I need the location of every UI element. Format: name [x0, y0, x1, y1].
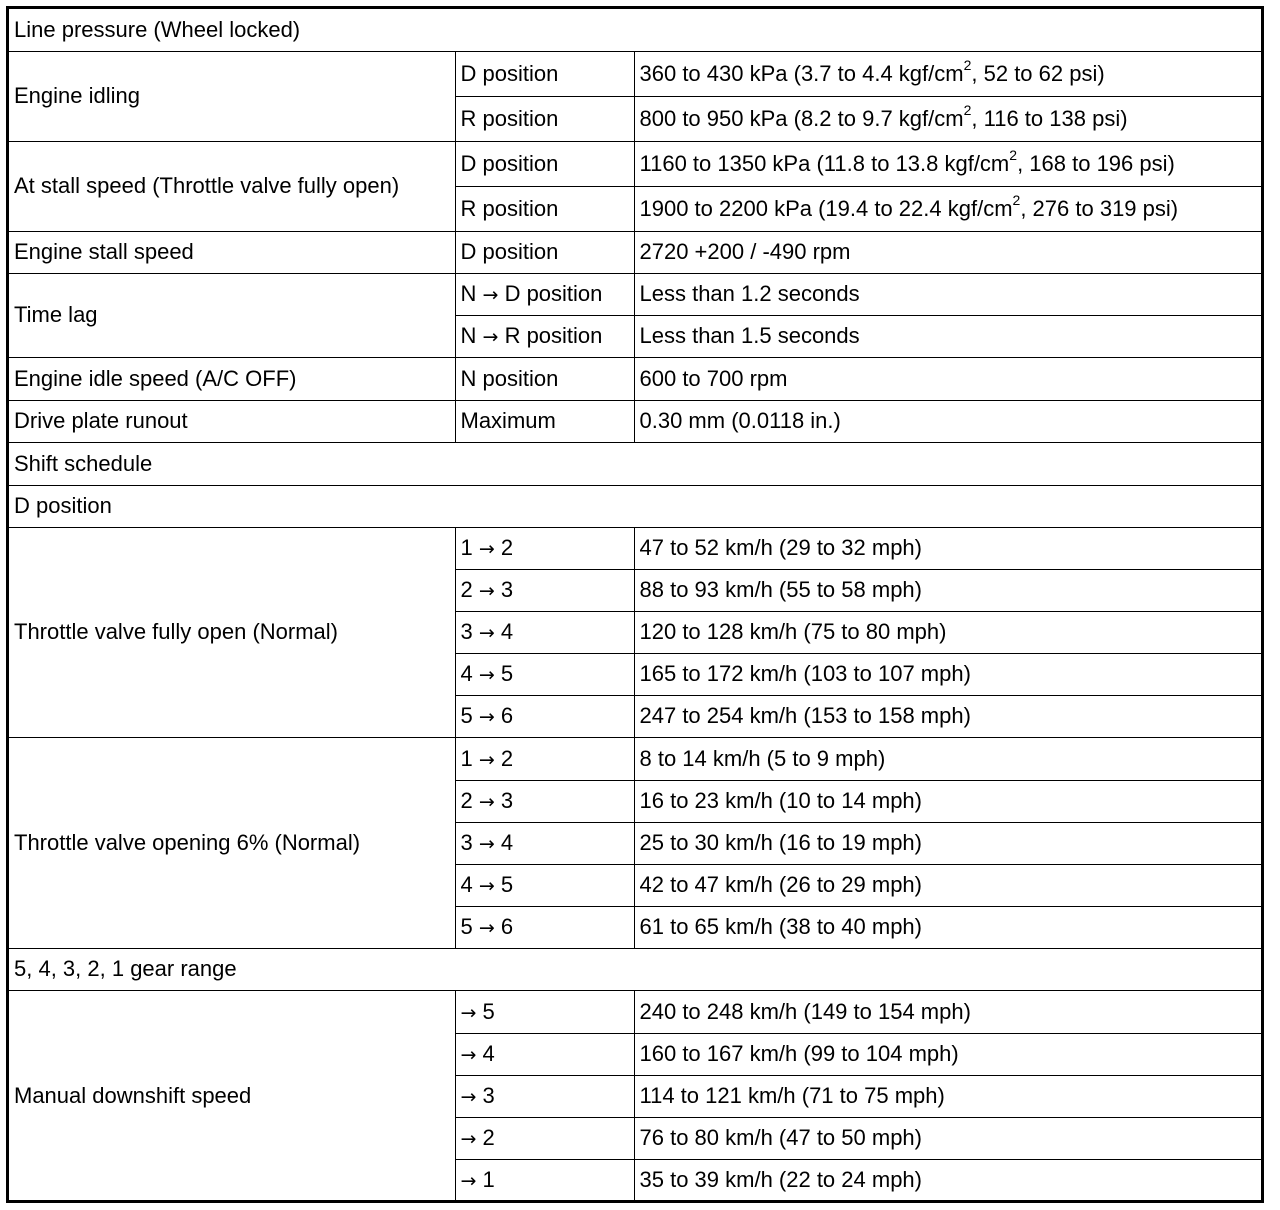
shift-cell: 1 → 2: [455, 527, 634, 569]
right-arrow-icon: →: [478, 791, 495, 813]
value-cell: Less than 1.2 seconds: [634, 273, 1261, 315]
row-label-runout: Drive plate runout: [9, 400, 455, 442]
shift-cell: 2 → 3: [455, 569, 634, 611]
right-arrow-icon: →: [460, 1128, 477, 1150]
shift-cell: 5 → 6: [455, 906, 634, 948]
spec-table: [9, 9, 1261, 1202]
table-row: [9, 442, 1261, 485]
right-arrow-icon: →: [482, 326, 499, 348]
table-row: [9, 141, 1261, 186]
value-cell: 1900 to 2200 kPa (19.4 to 22.4 kgf/$cm^2$, 276 to 319 psi): [634, 186, 1261, 231]
right-arrow-icon: →: [460, 1170, 477, 1193]
value-cell: 42 to 47 km/h (26 to 29 mph): [634, 864, 1261, 906]
table-row: [9, 948, 1261, 990]
shift-cell: 1 → 2: [455, 737, 634, 780]
row-label-manual-downshift: Manual downshift speed: [9, 990, 455, 1201]
right-arrow-icon: →: [478, 622, 495, 644]
right-arrow-icon: →: [460, 1086, 477, 1108]
shift-cell: → 1: [455, 1159, 634, 1201]
table-row: [9, 737, 1261, 780]
position-cell: Maximum: [455, 400, 634, 442]
table-row: [9, 990, 1261, 1033]
right-arrow-icon: →: [460, 1001, 477, 1024]
position-cell: R position: [455, 186, 634, 231]
section-header-gear-range: 5, 4, 3, 2, 1 gear range: [9, 948, 1261, 990]
value-cell: 8 to 14 km/h (5 to 9 mph): [634, 737, 1261, 780]
position-cell: D position: [455, 51, 634, 96]
value-cell: 16 to 23 km/h (10 to 14 mph): [634, 780, 1261, 822]
table-row: [9, 273, 1261, 315]
value-cell: 114 to 121 km/h (71 to 75 mph): [634, 1075, 1261, 1117]
table-row: [9, 51, 1261, 96]
section-header-shift-schedule: Shift schedule: [9, 442, 1261, 485]
right-arrow-icon: →: [478, 917, 495, 939]
position-cell: N → R position: [455, 315, 634, 357]
section-header-d-position: D position: [9, 485, 1261, 527]
table-row: [9, 400, 1261, 442]
value-cell: 76 to 80 km/h (47 to 50 mph): [634, 1117, 1261, 1159]
right-arrow-icon: →: [478, 706, 495, 728]
value-cell: 35 to 39 km/h (22 to 24 mph): [634, 1159, 1261, 1201]
shift-cell: → 3: [455, 1075, 634, 1117]
table-row: [9, 231, 1261, 273]
value-cell: 1160 to 1350 kPa (11.8 to 13.8 kgf/$cm^2$, 168 to 196 psi): [634, 141, 1261, 186]
right-arrow-icon: →: [478, 748, 495, 771]
shift-cell: → 5: [455, 990, 634, 1033]
right-arrow-icon: →: [478, 664, 495, 686]
row-label-engine-idling: Engine idling: [9, 51, 455, 141]
shift-cell: 2 → 3: [455, 780, 634, 822]
shift-cell: → 2: [455, 1117, 634, 1159]
value-cell: 120 to 128 km/h (75 to 80 mph): [634, 611, 1261, 653]
right-arrow-icon: →: [482, 284, 499, 306]
shift-cell: → 4: [455, 1033, 634, 1075]
shift-cell: 4 → 5: [455, 653, 634, 695]
right-arrow-icon: →: [478, 875, 495, 897]
value-cell: 2720 +200 / -490 rpm: [634, 231, 1261, 273]
row-label-idle-speed: Engine idle speed (A/C OFF): [9, 357, 455, 400]
right-arrow-icon: →: [478, 580, 495, 602]
value-cell: 61 to 65 km/h (38 to 40 mph): [634, 906, 1261, 948]
right-arrow-icon: →: [478, 538, 495, 560]
row-label-throttle-full-open: Throttle valve fully open (Normal): [9, 527, 455, 737]
table-row: [9, 527, 1261, 569]
position-cell: D position: [455, 231, 634, 273]
position-cell: R position: [455, 96, 634, 141]
table-row: [9, 485, 1261, 527]
shift-cell: 4 → 5: [455, 864, 634, 906]
row-label-stall-speed: At stall speed (Throttle valve fully open): [9, 141, 455, 231]
value-cell: 600 to 700 rpm: [634, 357, 1261, 400]
position-cell: N → D position: [455, 273, 634, 315]
value-cell: 47 to 52 km/h (29 to 32 mph): [634, 527, 1261, 569]
table-row: [9, 9, 1261, 51]
position-cell: N position: [455, 357, 634, 400]
value-cell: 165 to 172 km/h (103 to 107 mph): [634, 653, 1261, 695]
value-cell: 240 to 248 km/h (149 to 154 mph): [634, 990, 1261, 1033]
specification-sheet: [6, 6, 1264, 1203]
value-cell: Less than 1.5 seconds: [634, 315, 1261, 357]
shift-cell: 3 → 4: [455, 611, 634, 653]
section-header-line-pressure: Line pressure (Wheel locked): [9, 9, 1261, 51]
row-label-time-lag: Time lag: [9, 273, 455, 357]
row-label-throttle-6-percent: Throttle valve opening 6% (Normal): [9, 737, 455, 948]
position-cell: D position: [455, 141, 634, 186]
value-cell: 800 to 950 kPa (8.2 to 9.7 kgf/$cm^2$, 116 to 138 psi): [634, 96, 1261, 141]
value-cell: 25 to 30 km/h (16 to 19 mph): [634, 822, 1261, 864]
shift-cell: 3 → 4: [455, 822, 634, 864]
right-arrow-icon: →: [460, 1044, 477, 1066]
value-cell: 88 to 93 km/h (55 to 58 mph): [634, 569, 1261, 611]
value-cell: 360 to 430 kPa (3.7 to 4.4 kgf/$cm^2$, 52 to 62 psi): [634, 51, 1261, 96]
row-label-engine-stall-speed: Engine stall speed: [9, 231, 455, 273]
value-cell: 160 to 167 km/h (99 to 104 mph): [634, 1033, 1261, 1075]
right-arrow-icon: →: [478, 833, 495, 855]
shift-cell: 5 → 6: [455, 695, 634, 737]
table-row: [9, 357, 1261, 400]
value-cell: 247 to 254 km/h (153 to 158 mph): [634, 695, 1261, 737]
value-cell: 0.30 mm (0.0118 in.): [634, 400, 1261, 442]
